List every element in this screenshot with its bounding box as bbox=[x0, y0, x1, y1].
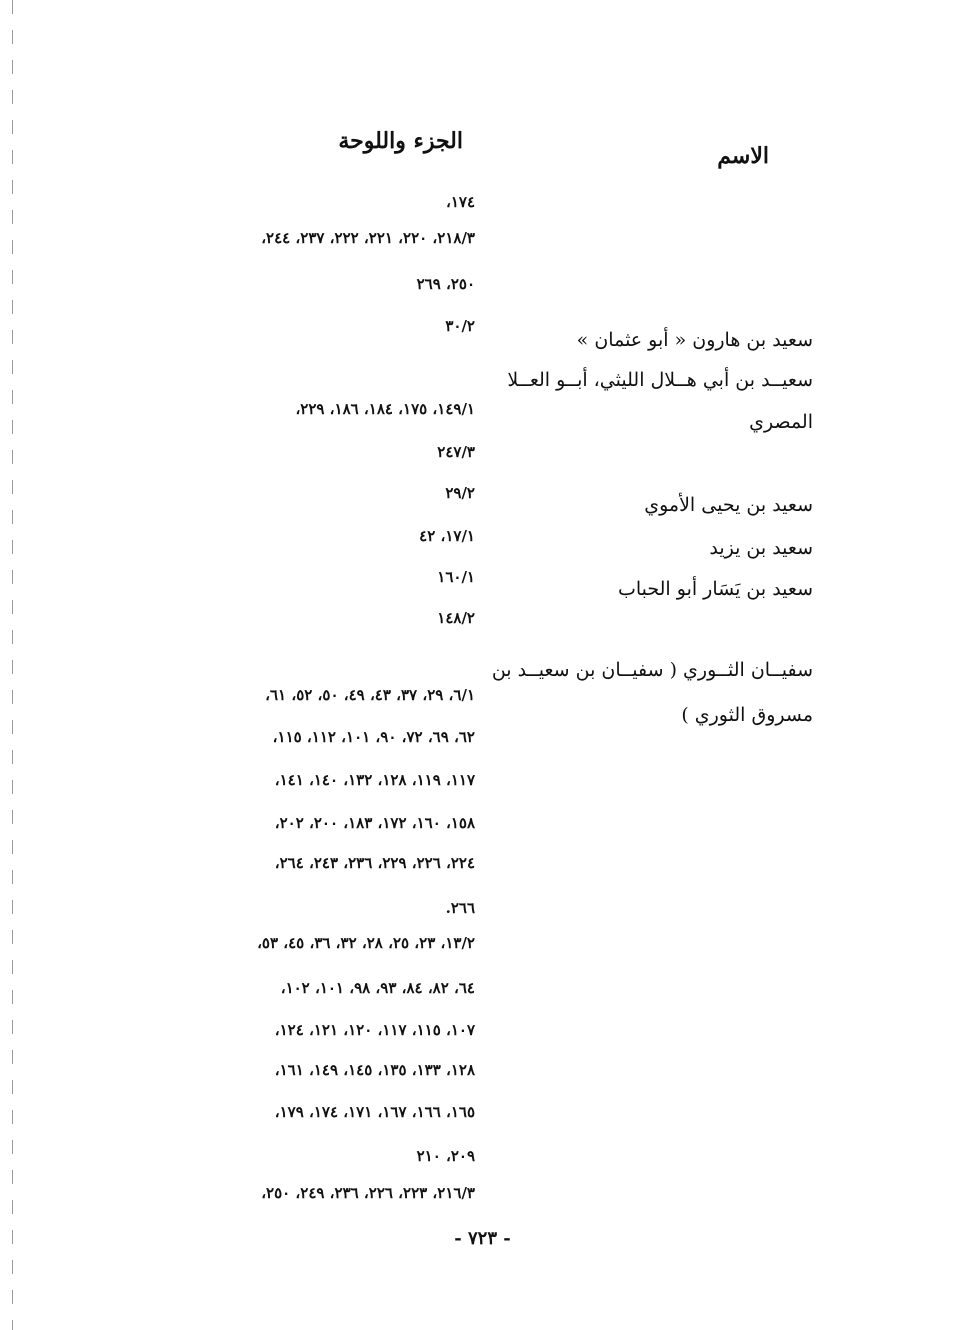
ref-line: ٢١٨/٣، ٢٢٠، ٢٢١، ٢٢٢، ٢٣٧، ٢٤٤، bbox=[261, 229, 475, 247]
name-entry-saeed-bin-yahya: سعيد بن يحيى الأموي bbox=[644, 494, 813, 516]
ref-line: ١٦٥، ١٦٦، ١٦٧، ١٧١، ١٧٤، ١٧٩، bbox=[274, 1103, 475, 1121]
ref-line: ١١٧، ١١٩، ١٢٨، ١٣٢، ١٤٠، ١٤١، bbox=[274, 771, 475, 789]
name-entry-sufyan-al-thawri-cont: مسروق الثوري ) bbox=[681, 704, 813, 726]
ref-line: ٣٠/٢ bbox=[445, 317, 475, 335]
ref-line: ١٣/٢، ٢٣، ٢٥، ٢٨، ٣٢، ٣٦، ٤٥، ٥٣، bbox=[257, 934, 475, 952]
page-number: - ٧٢٣ - bbox=[454, 1228, 511, 1249]
name-entry-saeed-bin-haroun: سعيد بن هارون « أبو عثمان » bbox=[576, 329, 813, 351]
ref-line: ١٦٠/١ bbox=[437, 568, 475, 586]
ref-line: ١٠٧، ١١٥، ١١٧، ١٢٠، ١٢١، ١٢٤، bbox=[274, 1021, 475, 1039]
ref-line: ٦/١، ٢٩، ٣٧، ٤٣، ٤٩، ٥٠، ٥٢، ٦١، bbox=[265, 686, 475, 704]
ref-line: ٦٢، ٦٩، ٧٢، ٩٠، ١٠١، ١١٢، ١١٥، bbox=[272, 728, 475, 746]
page-edge-dashes bbox=[12, 0, 13, 1330]
name-entry-sufyan-al-thawri: سفيــان الثــوري ( سفيــان بن سعيــد بن bbox=[491, 659, 813, 681]
ref-line: ٢٩/٢ bbox=[445, 484, 475, 502]
ref-line: ٢٠٩، ٢١٠ bbox=[416, 1147, 475, 1165]
column-header-volume-plate: الجزء واللوحة bbox=[338, 128, 463, 154]
ref-line: ٢٦٦. bbox=[445, 899, 475, 917]
name-entry-saeed-bin-yasar: سعيد بن يَسَار أبو الحباب bbox=[617, 578, 813, 600]
ref-line: ١٢٨، ١٣٣، ١٣٥، ١٤٥، ١٤٩، ١٦١، bbox=[274, 1061, 475, 1079]
name-entry-saeed-bin-yazid: سعيد بن يزيد bbox=[709, 537, 813, 559]
ref-line: ١٧٤، bbox=[445, 193, 475, 211]
ref-line: ٦٤، ٨٢، ٨٤، ٩٣، ٩٨، ١٠١، ١٠٢، bbox=[280, 979, 475, 997]
ref-line: ١٥٨، ١٦٠، ١٧٢، ١٨٣، ٢٠٠، ٢٠٢، bbox=[274, 814, 475, 832]
ref-line: ١٤٨/٢ bbox=[437, 609, 475, 627]
name-entry-saeed-bin-abi-hilal: سعيــد بن أبي هــلال الليثي، أبــو العــلا bbox=[507, 369, 813, 391]
ref-line: ١٤٩/١، ١٧٥، ١٨٤، ١٨٦، ٢٢٩، bbox=[295, 400, 475, 418]
ref-line: ٢٤٧/٣ bbox=[437, 443, 475, 461]
name-entry-saeed-bin-abi-hilal-cont: المصري bbox=[749, 411, 813, 433]
column-header-name: الاسم bbox=[717, 143, 769, 169]
ref-line: ١٧/١، ٤٢ bbox=[419, 527, 475, 545]
ref-line: ٢١٦/٣، ٢٢٣، ٢٢٦، ٢٣٦، ٢٤٩، ٢٥٠، bbox=[261, 1184, 475, 1202]
ref-line: ٢٢٤، ٢٢٦، ٢٢٩، ٢٣٦، ٢٤٣، ٢٦٤، bbox=[274, 854, 475, 872]
ref-line: ٢٥٠، ٢٦٩ bbox=[416, 275, 475, 293]
